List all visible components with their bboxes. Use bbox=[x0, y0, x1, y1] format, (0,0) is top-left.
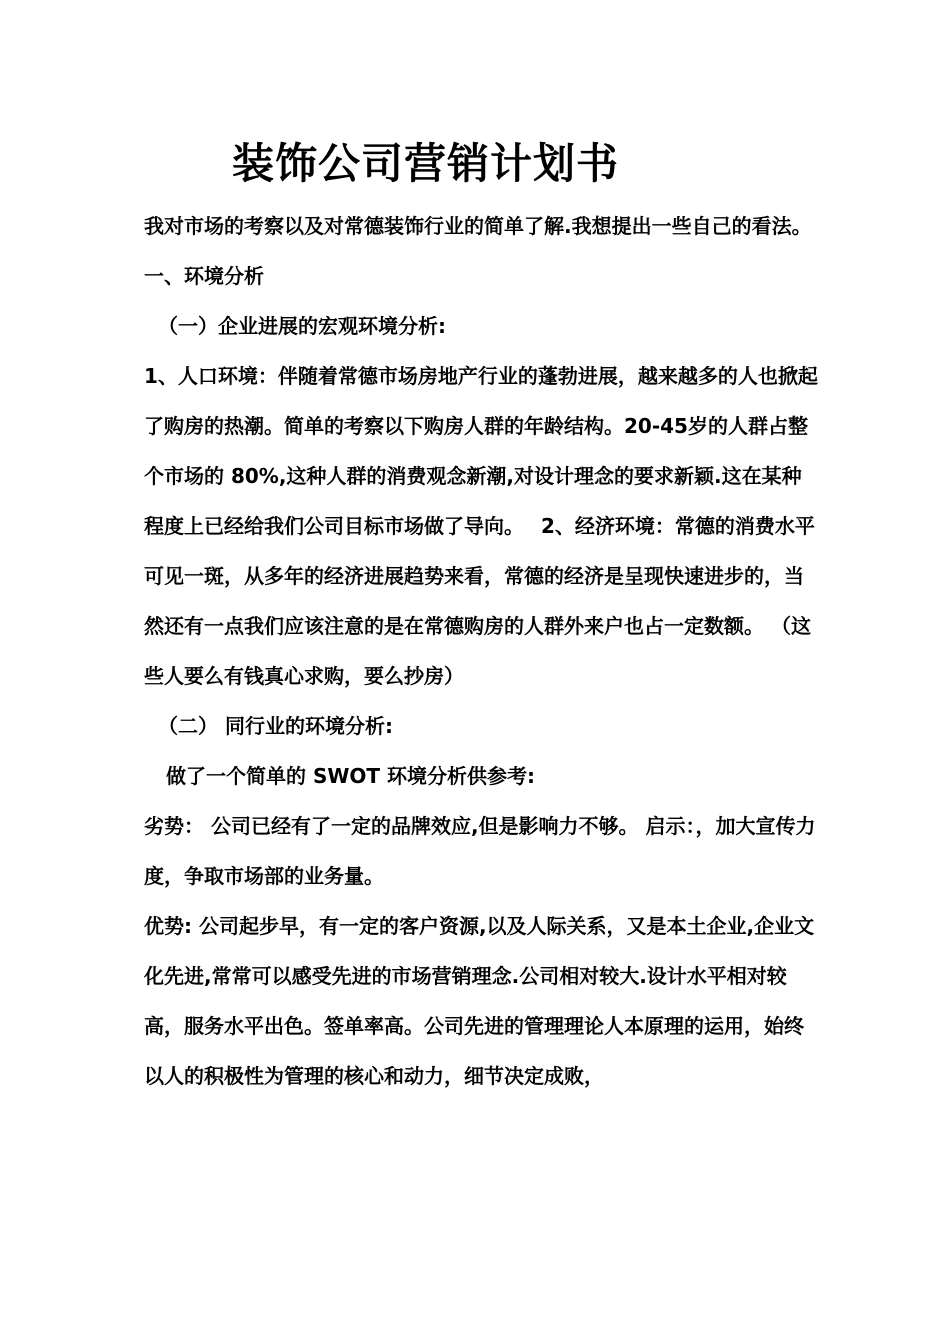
section-heading-environment: 一、环境分析 bbox=[144, 264, 264, 288]
document-body bbox=[144, 201, 820, 1101]
weakness-paragraph: 劣势： 公司已经有了一定的品牌效应,但是影响力不够。 启示：，加大宣传力度，争取市场部的业务量。 bbox=[144, 814, 816, 888]
subsection-heading-macro: （一）企业进展的宏观环境分析: bbox=[158, 314, 446, 338]
population-economy-paragraph: 1、人口环境：伴随着常德市场房地产行业的蓬勃进展，越来越多的人也掀起了购房的热潮。简单的考察以下购房人群的年龄结构。20-45岁的人群占整个市场的 80%,这种人群的消费观念新潮,对设计理念的要求新颖.这在某种程度上已经给我们公司目标市场做了导向。 2、经济环境：常德的消费水平可见一斑，从多年的经济进展趋势来看，常德的经济是呈现快速进步的，当然还有一点我们应该注意的是在常德购房的人群外来户也占一定数额。 （这些人要么有钱真心求购，要么抄房） bbox=[144, 364, 818, 688]
strength-paragraph: 优势: 公司起步早，有一定的客户资源,以及人际关系，又是本土企业,企业文化先进,常常可以感受先进的市场营销理念.公司相对较大.设计水平相对较高，服务水平出色。签单率高。公司先进的管理理论人本原理的运用，始终以人的积极性为管理的核心和动力，细节决定成败， bbox=[144, 914, 815, 1088]
swot-intro: 做了一个简单的 SWOT 环境分析供参考: bbox=[166, 764, 536, 788]
subsection-heading-industry: （二） 同行业的环境分析: bbox=[158, 714, 393, 738]
document-title: 装饰公司营销计划书 bbox=[232, 139, 620, 188]
intro-paragraph: 我对市场的考察以及对常德装饰行业的简单了解.我想提出一些自己的看法。 bbox=[144, 214, 812, 238]
